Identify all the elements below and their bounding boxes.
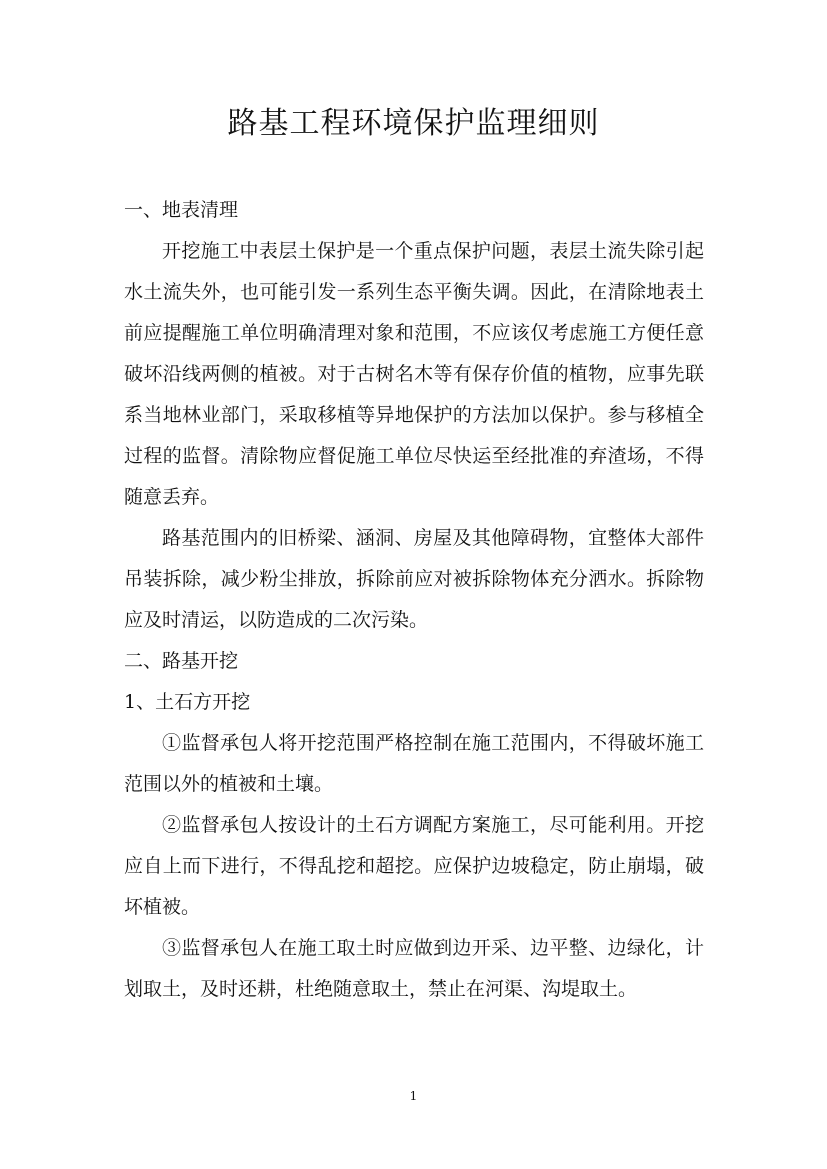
document-body <box>124 190 704 1010</box>
paragraph-line: 随意丢弃。 <box>124 486 220 508</box>
paragraph-line: 路基范围内的旧桥梁、涵洞、房屋及其他障碍物，宜整体大部件 <box>162 527 704 549</box>
section-heading-subgrade-excavation: 二、路基开挖 <box>124 650 239 672</box>
paragraph-line: ②监督承包人按设计的土石方调配方案施工，尽可能利用。开挖 <box>162 814 704 836</box>
paragraph-line: 应自上而下进行，不得乱挖和超挖。应保护边坡稳定，防止崩塌，破 <box>124 855 704 877</box>
paragraph-line: 过程的监督。清除物应督促施工单位尽快运至经批准的弃渣场，不得 <box>124 445 704 467</box>
section-heading-surface-clearing: 一、地表清理 <box>124 199 239 221</box>
paragraph-line: ③监督承包人在施工取土时应做到边开采、边平整、边绿化，计 <box>162 937 704 959</box>
subsection-heading-earthwork-excavation: 1、土石方开挖 <box>124 691 251 713</box>
paragraph-line: 范围以外的植被和土壤。 <box>124 773 334 795</box>
paragraph-line: 前应提醒施工单位明确清理对象和范围，不应该仅考虑施工方便任意 <box>124 322 704 344</box>
paragraph-line: ①监督承包人将开挖范围严格控制在施工范围内，不得破坏施工 <box>162 732 704 754</box>
paragraph-line: 开挖施工中表层土保护是一个重点保护问题，表层土流失除引起 <box>162 240 704 262</box>
document-title: 路基工程环境保护监理细则 <box>227 106 600 141</box>
paragraph-line: 破坏沿线两侧的植被。对于古树名木等有保存价值的植物，应事先联 <box>124 363 704 385</box>
page-number: 1 <box>409 1089 418 1103</box>
paragraph-line: 应及时清运，以防造成的二次污染。 <box>124 609 429 631</box>
paragraph-line: 系当地林业部门，采取移植等异地保护的方法加以保护。参与移植全 <box>124 404 704 426</box>
paragraph-line: 坏植被。 <box>124 896 201 918</box>
paragraph-line: 水土流失外，也可能引发一系列生态平衡失调。因此，在清除地表土 <box>124 281 704 303</box>
paragraph-line: 划取土，及时还耕，杜绝随意取土，禁止在河渠、沟堤取土。 <box>124 978 638 1000</box>
paragraph-line: 吊装拆除，减少粉尘排放，拆除前应对被拆除物体充分洒水。拆除物 <box>124 568 704 590</box>
